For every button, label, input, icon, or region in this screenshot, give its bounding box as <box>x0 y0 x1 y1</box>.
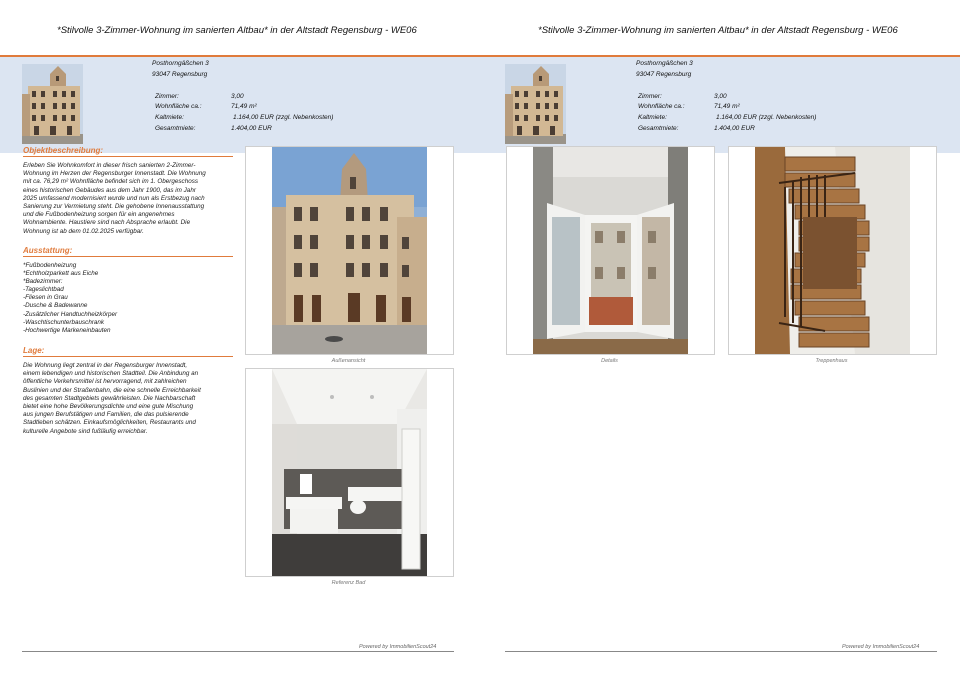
fact-label-total-rent: Gesamtmiete: <box>155 125 196 132</box>
address-street: Posthorngäßchen 3 <box>636 60 693 67</box>
address-city: 93047 Regensburg <box>636 71 692 78</box>
description-line: Erleben Sie Wohnkomfort in dieser frisch sanierten 2-Zimmer- <box>23 162 196 169</box>
section-divider <box>23 256 233 257</box>
description-line: mit ca. 76,29 m² Wohnfläche befindet sich im 1. Obergeschoss <box>23 178 198 186</box>
fact-label-cold-rent: Kaltmiete: <box>638 114 667 121</box>
feature-item: *Badezimmer: <box>23 278 63 286</box>
description-line: Wohnung im Herzen der Regensburger Innenstadt. Die Wohnung <box>23 170 206 178</box>
header-band <box>0 57 960 153</box>
location-line: aus jungen Berufstätigen und Familien, die das pulsierende <box>23 411 189 419</box>
property-thumbnail <box>22 64 83 144</box>
feature-item: -Tageslichtbad <box>23 286 64 294</box>
location-line: Buslinien und der Straßenbahn, die eine schnelle Erreichbarkeit <box>23 386 201 394</box>
fact-value-area: 71,49 m² <box>231 103 257 110</box>
caption-details: Details <box>601 358 618 364</box>
fact-label-total-rent: Gesamtmiete: <box>638 125 679 132</box>
location-line: öffentliche Verkehrsmittel ist hervorragend, mit zahlreichen <box>23 378 187 386</box>
section-divider <box>23 356 233 357</box>
description-line: Sanierung zur Vermietung steht. Die gehobene Innenausstattung <box>23 203 205 211</box>
fact-value-total-rent: 1.404,00 EUR <box>231 125 272 132</box>
fact-value-cold-rent: 1.164,00 EUR (zzgl. Nebenkosten) <box>233 114 334 121</box>
property-thumbnail <box>505 64 566 144</box>
location-line: bietet eine hohe Bevölkerungsdichte und eine gute Mischung <box>23 403 194 411</box>
feature-item: -Hochwertige Markeneinbauten <box>23 326 111 334</box>
address-street: Posthorngäßchen 3 <box>152 60 209 67</box>
description-line: Wohnambiente. Haustiere sind nach Absprache erlaubt. Die <box>23 219 191 227</box>
feature-item: -Zusätzlicher Handtuchheizkörper <box>23 310 118 318</box>
fact-label-cold-rent: Kaltmiete: <box>155 114 184 121</box>
photo-details[interactable] <box>506 146 715 355</box>
photo-staircase[interactable] <box>728 146 937 355</box>
footer-divider <box>22 651 454 652</box>
fact-label-area: Wohnfläche ca.: <box>638 103 685 110</box>
fact-value-total-rent: 1.404,00 EUR <box>714 125 755 132</box>
footer-powered-by: Powered by ImmobilienScout24 <box>359 644 437 650</box>
fact-label-rooms: Zimmer: <box>638 93 662 100</box>
listing-title: *Stilvolle 3-Zimmer-Wohnung im sanierten Altbau* in der Altstadt Regensburg - WE06 <box>57 25 417 36</box>
location-line: kulturelle Angebote sind fußläufig erreichbar. <box>23 427 148 435</box>
feature-item: *Echtholzparkett aus Eiche <box>23 270 99 278</box>
caption-bathroom: Referenz Bad <box>331 580 366 586</box>
fact-label-area: Wohnfläche ca.: <box>155 103 202 110</box>
footer-powered-by: Powered by ImmobilienScout24 <box>842 644 920 650</box>
feature-item: -Fliesen in Grau <box>23 294 68 302</box>
footer-divider <box>505 651 937 652</box>
description-line: und die Fußbodenheizung sorgen für ein angenehmes <box>23 211 175 219</box>
photo-exterior[interactable] <box>245 146 454 355</box>
listing-title: *Stilvolle 3-Zimmer-Wohnung im sanierten Altbau* in der Altstadt Regensburg - WE06 <box>538 25 898 36</box>
location-line: Stadtleben schätzen. Einkaufsmöglichkeiten, Restaurants und <box>23 419 196 427</box>
fact-label-rooms: Zimmer: <box>155 93 179 100</box>
section-heading-features: Ausstattung: <box>23 246 73 255</box>
caption-exterior: Außenansicht <box>331 358 366 364</box>
description-line: 2025 umfassend modernisiert wurde und nun als Erstbezug nach <box>23 194 205 202</box>
photo-bathroom[interactable] <box>245 368 454 577</box>
features-list <box>23 262 117 335</box>
fact-value-area: 71,49 m² <box>714 103 740 110</box>
location-line: des gesamten Stadtgebiets gewährleisten. Die Nachbarschaft <box>23 394 196 402</box>
location-line: einem lebendigen und historischen Stadtteil. Die Anbindung an <box>23 370 199 378</box>
description-line: Wohnung ist ab dem 01.02.2025 verfügbar. <box>23 227 144 235</box>
feature-item: *Fußbodenheizung <box>23 262 77 269</box>
section-heading-location: Lage: <box>23 346 45 355</box>
caption-staircase: Treppenhaus <box>815 358 848 364</box>
fact-value-cold-rent: 1.164,00 EUR (zzgl. Nebenkosten) <box>716 114 817 121</box>
feature-item: -Waschtischunterbauschrank <box>23 318 105 326</box>
location-text <box>23 362 235 436</box>
address-city: 93047 Regensburg <box>152 71 208 78</box>
section-divider <box>23 156 233 157</box>
section-heading-description: Objektbeschreibung: <box>23 146 104 155</box>
location-line: Die Wohnung liegt zentral in der Regensburger Innenstadt, <box>23 362 188 369</box>
description-line: eines historischen Gebäudes aus dem Jahr 1900, das im Jahr <box>23 186 196 194</box>
fact-value-rooms: 3,00 <box>231 93 244 100</box>
fact-value-rooms: 3,00 <box>714 93 727 100</box>
feature-item: -Dusche & Badewanne <box>23 302 88 310</box>
description-text <box>23 162 235 236</box>
